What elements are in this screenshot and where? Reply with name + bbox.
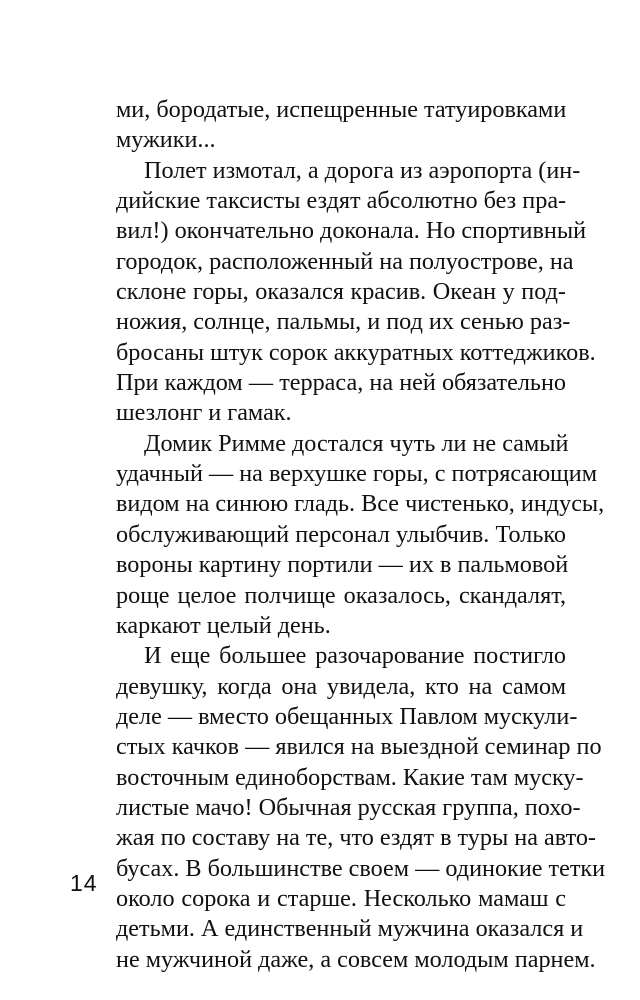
text-line: И еще большее разочарование постигло — [144, 642, 566, 670]
text-line: вороны картину портили — их в пальмовой — [116, 551, 569, 579]
text-line: листые мачо! Обычная русская группа, похо- — [116, 793, 581, 821]
text-line: восточным единоборствам. Какие там муску- — [116, 763, 584, 791]
text-line: ми, бородатые, испещренные татуировками — [116, 96, 567, 123]
page-number: 14 — [70, 870, 98, 896]
text-line: не мужчиной даже, а совсем молодым парнем. — [116, 945, 596, 973]
text-line: деле — вместо обещанных Павлом мускули- — [116, 702, 578, 730]
text-line: бусах. В большинстве своем — одинокие тетки — [116, 854, 606, 882]
text-line: вил!) окончательно доконала. Но спортивный — [116, 217, 587, 245]
text-line: стых качков — явился на выездной семинар по — [116, 733, 602, 761]
text-line: Полет измотал, а дорога из аэропорта (ин- — [144, 156, 581, 184]
text-line: жая по составу на те, что ездят в туры на авто- — [116, 824, 596, 852]
text-line: обслуживающий персонал улыбчив. Только — [116, 520, 566, 548]
text-line: дийские таксисты ездят абсолютно без пра- — [116, 187, 567, 215]
text-line: мужики... — [116, 126, 216, 154]
text-line: удачный — на верхушке горы, с потрясающим — [116, 460, 598, 488]
text-line: детьми. А единственный мужчина оказался и — [116, 915, 584, 943]
text-line: роще целое полчище оказалось, скандалят, — [116, 581, 566, 609]
text-line: около сорока и старше. Несколько мамаш с — [116, 884, 566, 912]
text-line: ножия, солнце, пальмы, и под их сенью раз- — [116, 308, 571, 336]
text-line: шезлонг и гамак. — [116, 399, 292, 427]
text-line: склоне горы, оказался красив. Океан у под- — [116, 278, 566, 306]
text-line: бросаны штук сорок аккуратных коттеджиков. — [116, 338, 596, 366]
text-line: видом на синюю гладь. Все чистенько, индусы, — [116, 490, 605, 518]
text-line: При каждом — терраса, на ней обязательно — [116, 369, 566, 397]
text-line: городок, расположенный на полуострове, на — [116, 247, 574, 275]
text-line: Домик Римме достался чуть ли не самый — [144, 429, 569, 457]
text-line: каркают целый день. — [116, 611, 331, 639]
text-line: девушку, когда она увидела, кто на самом — [116, 672, 566, 700]
body-text — [116, 95, 606, 975]
